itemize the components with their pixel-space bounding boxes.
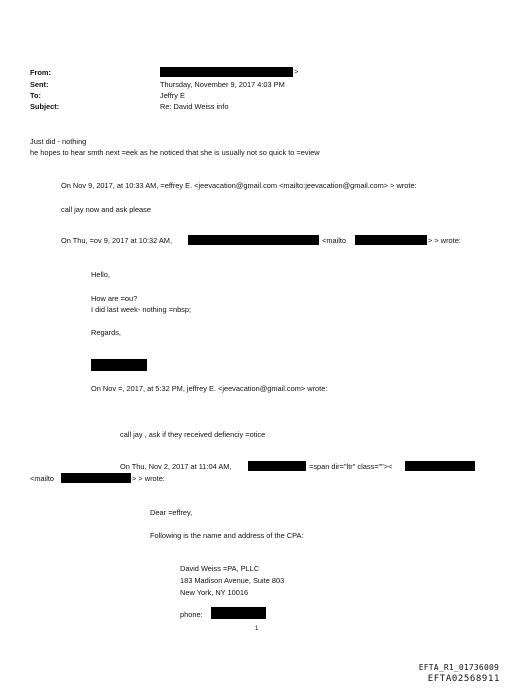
redaction-signature	[91, 359, 147, 371]
from-suffix: >	[294, 67, 299, 76]
body-line-1: Just did - nothing	[30, 137, 87, 146]
regards-line: Regards,	[91, 328, 121, 337]
subject-value: Re: David Weiss info	[160, 102, 229, 111]
redaction-quote2-email	[355, 235, 427, 245]
quote3-body: call jay , ask if they received defienciy =otice	[120, 430, 266, 439]
cpa-address-2: New York, NY 10016	[180, 588, 249, 597]
sent-value: Thursday, November 9, 2017 4:03 PM	[160, 80, 285, 89]
quote2-header-a: On Thu, =ov 9, 2017 at 10:32 AM,	[61, 236, 173, 245]
redaction-from	[160, 67, 293, 77]
to-label: To:	[30, 91, 41, 100]
cpa-address-1: 183 Madison Avenue, Suite 803	[180, 576, 285, 585]
quote4-header-a: On Thu, Nov 2, 2017 at 11:04 AM,	[120, 462, 232, 471]
cpa-name: David Weiss =PA, PLLC	[180, 564, 260, 573]
body-line-2: he hopes to hear smth next =eek as he noticed that she is usually not so quick to =eview	[30, 148, 320, 157]
how-are-line: How are =ou?	[91, 294, 138, 303]
footer-ref-2: EFTA02568911	[427, 674, 500, 684]
following-line: Following is the name and address of the CPA:	[150, 531, 304, 540]
redaction-quote4-email-b	[61, 473, 131, 483]
quote4-mailto: <mailto	[30, 474, 55, 483]
page-number: 1	[255, 626, 259, 632]
redaction-phone	[211, 607, 266, 619]
quote4-wrote: > > wrote:	[132, 474, 165, 483]
subject-label: Subject:	[30, 102, 60, 111]
to-value: Jeffry E	[160, 91, 185, 100]
from-label: From:	[30, 68, 51, 77]
phone-label: phone:	[180, 610, 203, 619]
quote1-body: call jay now and ask please	[61, 205, 151, 214]
redaction-quote4-email-a	[405, 461, 475, 471]
quote2-header-c: > > wrote:	[428, 236, 461, 245]
did-last-line: I did last week- nothing =nbsp;	[91, 305, 192, 314]
quote1-header: On Nov 9, 2017, at 10:33 AM, =effrey E. <jeevacation@gmail.com <mailto:jeevacation@gmail.com> > wrote:	[61, 181, 417, 190]
hello-line: Hello,	[91, 270, 110, 279]
redaction-quote4-name	[248, 461, 306, 471]
quote2-header-b: <mailto	[322, 236, 347, 245]
footer-ref-1: EFTA_R1_01736009	[418, 663, 499, 672]
dear-line: Dear =effrey,	[150, 508, 193, 517]
sent-label: Sent:	[30, 80, 49, 89]
redaction-quote2-name	[188, 235, 319, 245]
quote4-header-b: =span dir="ltr" class=""><	[309, 462, 393, 471]
quote3-header: On Nov =, 2017, at 5:32 PM, jeffrey E. <jeevacation@gmail.com> wrote:	[91, 384, 328, 393]
